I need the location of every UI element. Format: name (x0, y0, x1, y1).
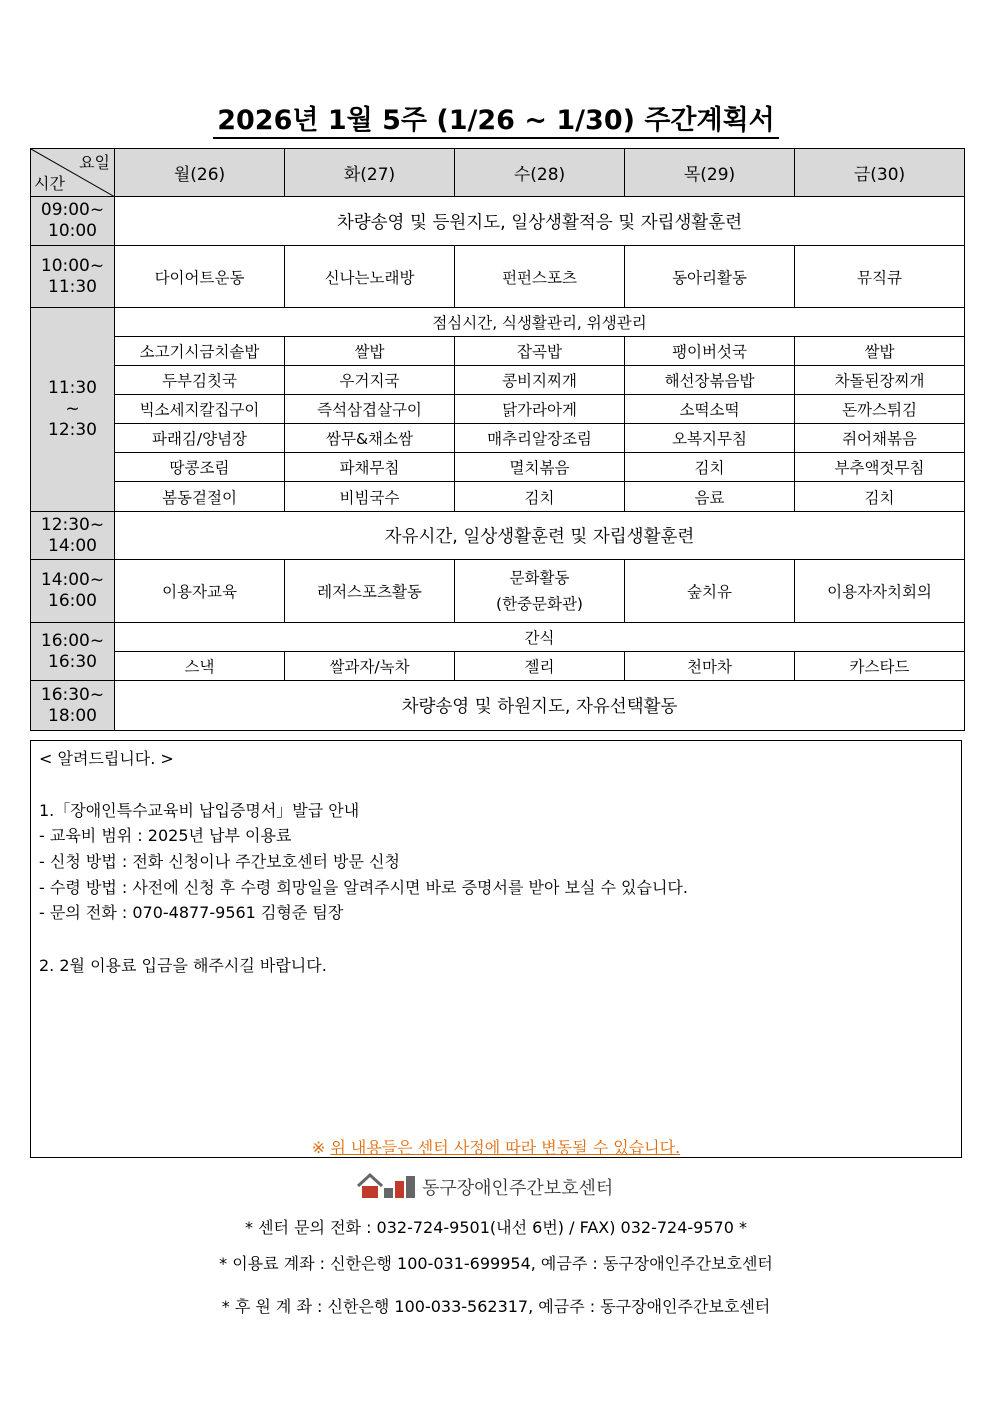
menu-cell: 비빔국수 (285, 482, 455, 512)
menu-cell: 소떡소떡 (625, 395, 795, 424)
menu-row (31, 395, 965, 424)
menu-cell: 오복지무침 (625, 424, 795, 453)
menu-cell: 돈까스튀김 (795, 395, 965, 424)
activity-cell: 이용자교육 (115, 560, 285, 623)
time-cell: 09:00~ 10:00 (31, 197, 115, 246)
menu-cell: 멸치볶음 (455, 453, 625, 482)
activity-cell: 차량송영 및 하원지도, 자유선택활동 (115, 681, 965, 731)
time-cell: 12:30~ 14:00 (31, 512, 115, 560)
time-cell: 16:30~ 18:00 (31, 681, 115, 731)
snack-header: 간식 (115, 623, 965, 652)
center-name: 동구장애인주간보호센터 (422, 1178, 614, 1199)
header-row (31, 149, 965, 197)
notice-heading: < 알려드립니다. > (39, 749, 174, 768)
menu-cell: 땅콩조림 (115, 453, 285, 482)
footer-account: * 이용료 계좌 : 신한은행 100-031-699954, 예금주 : 동구장애인주간보호센터 (219, 1254, 773, 1273)
corner-cell (31, 149, 115, 197)
time-cell: 10:00~ 11:30 (31, 246, 115, 308)
menu-cell: 파래김/양념장 (115, 424, 285, 453)
activity-cell: 차량송영 및 등원지도, 일상생활적응 및 자립생활훈련 (115, 197, 965, 246)
menu-row (31, 482, 965, 512)
page-title: 2026년 1월 5주 (1/26 ~ 1/30) 주간계획서 (0, 98, 992, 137)
day-header: 월(26) (115, 149, 285, 197)
notice-item: 2. 2월 이용료 입금을 해주시길 바랍니다. (39, 956, 327, 975)
notice-line: - 신청 방법 : 전화 신청이나 주간보호센터 방문 신청 (39, 852, 400, 871)
menu-cell: 소고기시금치솥밥 (115, 337, 285, 366)
activity-cell: 펀펀스포츠 (455, 246, 625, 308)
day-header: 화(27) (285, 149, 455, 197)
snack-cell: 젤리 (455, 652, 625, 681)
time-cell: 14:00~ 16:00 (31, 560, 115, 623)
menu-cell: 김치 (795, 482, 965, 512)
slot-row (31, 681, 965, 731)
menu-cell: 쌈무&채소쌈 (285, 424, 455, 453)
time-cell: 16:00~ 16:30 (31, 623, 115, 681)
menu-cell: 잡곡밥 (455, 337, 625, 366)
lunch-header: 점심시간, 식생활관리, 위생관리 (115, 308, 965, 337)
day-header: 목(29) (625, 149, 795, 197)
footer-donation: * 후 원 계 좌 : 신한은행 100-033-562317, 예금주 : 동구장애인주간보호센터 (221, 1297, 771, 1316)
menu-row (31, 424, 965, 453)
activity-cell: 신나는노래방 (285, 246, 455, 308)
warning-text: 위 내용들은 센터 사정에 따라 변동될 수 있습니다. (330, 1138, 681, 1157)
snack-cell: 스낵 (115, 652, 285, 681)
menu-cell: 봄동겉절이 (115, 482, 285, 512)
activity-cell: 다이어트운동 (115, 246, 285, 308)
center-logo-icon (356, 1172, 418, 1200)
snack-cell: 쌀과자/녹차 (285, 652, 455, 681)
activity-cell: 이용자자치회의 (795, 560, 965, 623)
menu-row (31, 337, 965, 366)
warning-mark: ※ (311, 1138, 326, 1157)
footer-phone: * 센터 문의 전화 : 032-724-9501(내선 6번) / FAX) 032-724-9570 * (245, 1218, 747, 1237)
menu-cell: 김치 (455, 482, 625, 512)
activity-cell: 자유시간, 일상생활훈련 및 자립생활훈련 (115, 512, 965, 560)
menu-cell: 파채무침 (285, 453, 455, 482)
corner-day-label: 요일 (79, 153, 110, 172)
snack-row (31, 652, 965, 681)
activity-cell: 동아리활동 (625, 246, 795, 308)
notice-line: - 교육비 범위 : 2025년 납부 이용료 (39, 826, 292, 845)
menu-cell: 해선장볶음밥 (625, 366, 795, 395)
menu-cell: 닭가라아게 (455, 395, 625, 424)
menu-cell: 우거지국 (285, 366, 455, 395)
menu-cell: 부추액젓무침 (795, 453, 965, 482)
menu-cell: 음료 (625, 482, 795, 512)
snack-cell: 천마차 (625, 652, 795, 681)
activity-cell: 뮤직큐 (795, 246, 965, 308)
day-header: 수(28) (455, 149, 625, 197)
snack-cell: 카스타드 (795, 652, 965, 681)
notice-box (30, 740, 962, 1158)
notice-item: 1.「장애인특수교육비 납입증명서」발급 안내 (39, 801, 360, 820)
corner-time-label: 시간 (34, 174, 65, 193)
menu-cell: 쌀밥 (795, 337, 965, 366)
menu-cell: 쥐어채볶음 (795, 424, 965, 453)
activity-cell: 숲치유 (625, 560, 795, 623)
menu-cell: 쌀밥 (285, 337, 455, 366)
slot-row (31, 197, 965, 246)
slot-row (31, 246, 965, 308)
menu-cell: 차돌된장찌개 (795, 366, 965, 395)
activity-cell: 문화활동 (한중문화관) (455, 560, 625, 623)
slot-row (31, 560, 965, 623)
menu-cell: 빅소세지칼집구이 (115, 395, 285, 424)
lunch-header-row (31, 308, 965, 337)
activity-cell: 레저스포츠활동 (285, 560, 455, 623)
menu-cell: 매추리알장조림 (455, 424, 625, 453)
notice-line: - 문의 전화 : 070-4877-9561 김형준 팀장 (39, 903, 344, 922)
weekly-plan-table (30, 148, 965, 731)
notice-line: - 수령 방법 : 사전에 신청 후 수령 희망일을 알려주시면 바로 증명서를 받아 보실 수 있습니다. (39, 878, 688, 897)
menu-row (31, 453, 965, 482)
menu-cell: 콩비지찌개 (455, 366, 625, 395)
menu-cell: 김치 (625, 453, 795, 482)
notice-warning (31, 1135, 961, 1158)
day-header: 금(30) (795, 149, 965, 197)
snack-header-row (31, 623, 965, 652)
menu-cell: 두부김칫국 (115, 366, 285, 395)
menu-row (31, 366, 965, 395)
menu-cell: 팽이버섯국 (625, 337, 795, 366)
slot-row (31, 512, 965, 560)
time-cell: 11:30 ~ 12:30 (31, 308, 115, 512)
menu-cell: 즉석삼겹살구이 (285, 395, 455, 424)
